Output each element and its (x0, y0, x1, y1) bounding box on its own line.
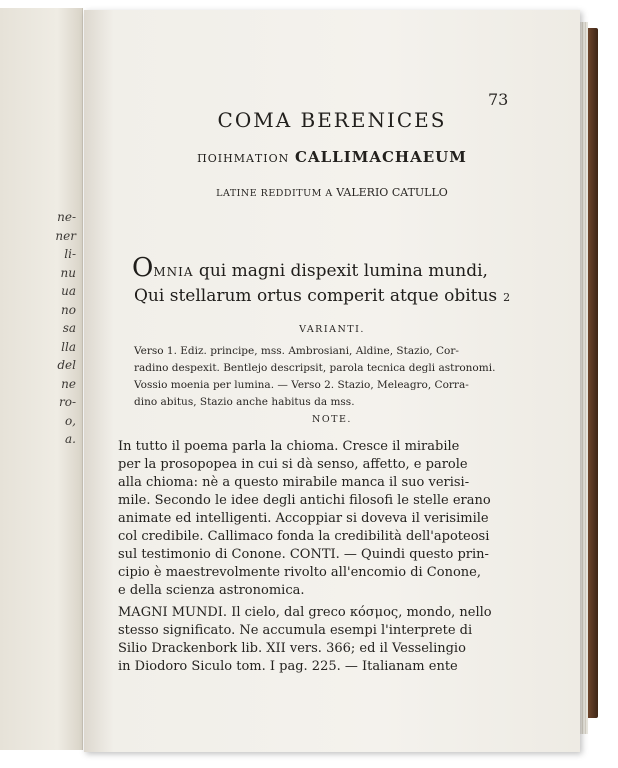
verse-number: 2 (503, 291, 511, 304)
dedication-name: VALERIO CATULLO (336, 186, 448, 199)
notes-line: mile. Secondo le idee degli antichi filosofi le stelle erano (118, 493, 491, 508)
left-page-fragment: sa (62, 321, 76, 335)
verse-initial: O (132, 253, 154, 283)
left-page-fragment: del (57, 358, 76, 372)
poem-verses (132, 253, 552, 310)
left-page-fragment: lla (61, 339, 76, 354)
variants-line: radino despexit. Bentlejo descripsit, parola tecnica degli astronomi. (134, 362, 496, 374)
dedication-prefix: LATINE REDDITUM A (216, 188, 333, 199)
notes-line: Silio Drackenbork lib. XII vers. 366; ed il Vesselingio (118, 641, 466, 656)
dedication (84, 186, 580, 199)
left-page-fragment: a. (65, 432, 76, 446)
subtitle-greek: ΠΟΙΗΜΑΤΙΟΝ (197, 152, 290, 165)
notes-heading: NOTE. (312, 414, 352, 425)
notes-line: In tutto il poema parla la chioma. Cresce il mirabile (118, 439, 460, 454)
page-number: 73 (488, 90, 509, 109)
notes-text (118, 438, 550, 676)
variants-heading: VARIANTI. (299, 324, 365, 335)
notes-line: stesso significato. Ne accumula esempi l'interprete di (118, 623, 473, 638)
notes-line: cipio è maestrevolmente rivolto all'encomio di Conone, (118, 565, 481, 580)
page-title: COMA BERENICES (217, 108, 447, 132)
left-page-fragment: ro- (58, 395, 76, 409)
notes-line: in Diodoro Siculo tom. I pag. 225. — Italianam ente (118, 659, 458, 674)
verse-initial-caps: MNIA (153, 265, 194, 279)
verse-1-text: qui magni dispexit lumina mundi, (193, 261, 488, 281)
variants-text (134, 343, 548, 411)
right-page (84, 10, 580, 752)
variants-line: Verso 1. Ediz. principe, mss. Ambrosiani, Aldine, Stazio, Cor- (134, 345, 459, 357)
variants-line: dino abitus, Stazio anche habitus da mss. (134, 396, 355, 408)
verse-1 (132, 253, 552, 284)
notes-line: alla chioma: nè a questo mirabile manca il suo verisi- (118, 475, 470, 490)
left-page-fragment: ua (61, 284, 76, 298)
notes-line: per la prosopopea in cui si dà senso, affetto, e parole (118, 457, 468, 472)
left-page-fragment: nu (60, 265, 76, 280)
notes-line: e della scienza astronomica. (118, 583, 305, 598)
notes-line: animate ed intelligenti. Accoppiar si doveva il verisimile (118, 511, 489, 526)
verse-2 (132, 284, 552, 310)
left-page-fragment: li- (64, 247, 76, 261)
subtitle (84, 148, 580, 166)
left-page-fragment: ner (55, 228, 76, 243)
notes-line: col credibile. Callimaco fonda la credibilità dell'apoteosi (118, 529, 490, 544)
left-page-fragment: ne (61, 376, 76, 391)
notes-line: MAGNI MUNDI. Il cielo, dal greco κόσμος, mondo, nello (118, 605, 492, 620)
subtitle-latin: CALLIMACHAEUM (295, 148, 467, 166)
left-page-fragment: ne- (57, 210, 76, 224)
left-page-fragment: no (61, 302, 76, 317)
left-page-fragment: o, (64, 413, 76, 428)
variants-line: Vossio moenia per lumina. — Verso 2. Stazio, Meleagro, Corra- (134, 379, 469, 391)
verse-2-text: Qui stellarum ortus comperit atque obitus (134, 286, 498, 306)
left-page (0, 8, 83, 750)
notes-line: sul testimonio di Conone. CONTI. — Quindi questo prin- (118, 547, 489, 562)
